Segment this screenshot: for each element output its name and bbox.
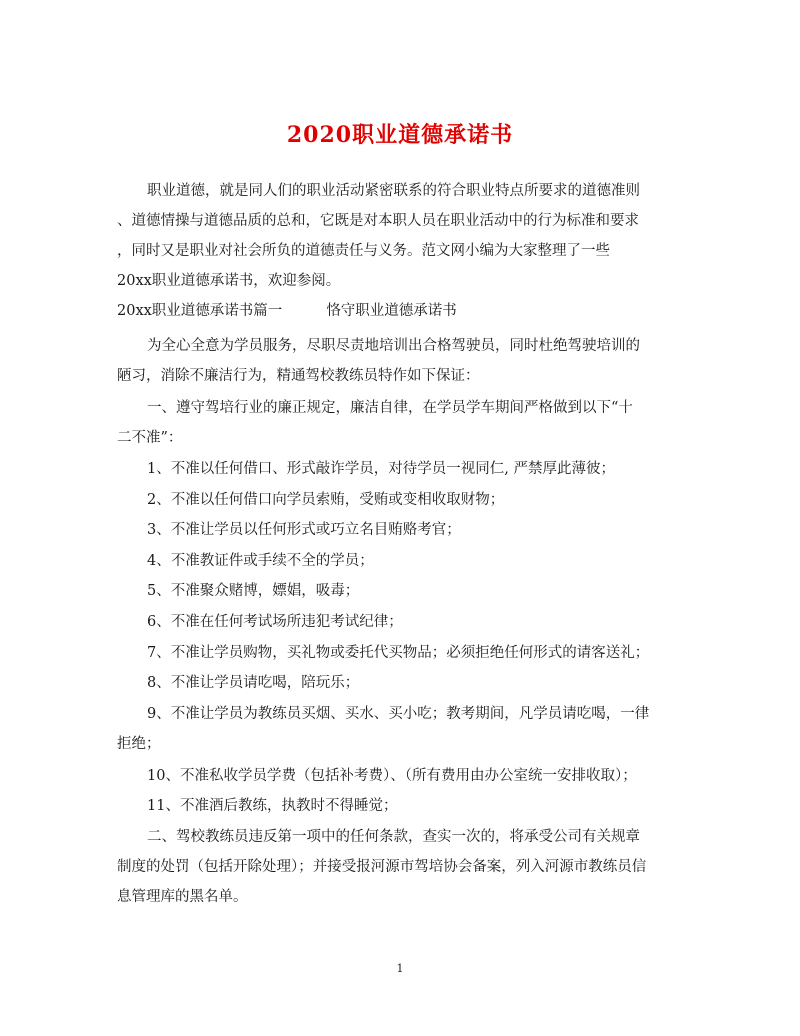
rule-two-paragraph [117,822,692,912]
list-item: 6、不准在任何考试场所违犯考试纪律； [147,613,403,630]
document-title: 2020职业道德承诺书 [286,122,514,148]
rule-one-line: 二不准”： [117,430,183,446]
list-item: 4、不准教证件或手续不全的学员； [147,552,374,569]
list-item-9 [117,699,692,759]
intro-line: 、道德情操与道德品质的总和，它既是对本职人员在职业活动中的行为标准和要求 [117,213,639,229]
list-item-line: 11、不准酒后教练，执教时不得睡觉； [147,798,398,814]
intro-line: 20xx职业道德承诺书，欢迎参阅。 [117,273,341,289]
list-item-line: 9、不准让学员为教练员买烟、买水、买小吃；教考期间，凡学员请吃喝，一律 [147,706,650,722]
rule-two-line: 制度的处罚（包括开除处理）；并接受报河源市驾培协会备案，列入河源市教练员信 [117,859,647,875]
rules-list [117,454,692,699]
preamble-line: 为全心全意为学员服务，尽职尽责地培训出合格驾驶员，同时杜绝驾驶培训的 [147,338,640,354]
list-item-line: 10、不准私收学员学费（包括补考费）、（所有费用由办公室统一安排收取）； [147,768,637,784]
preamble-line: 陋习，消除不廉洁行为，精通驾校教练员特作如下保证： [117,368,480,384]
rule-two-line: 息管理库的黑名单。 [117,889,248,905]
list-item: 5、不准聚众赌博，嫖娼，吸毒； [147,583,360,600]
intro-line: ，同时又是职业对社会所负的道德责任与义务。范文网小编为大家整理了一些 [117,243,610,259]
list-item: 7、不准让学员购物，买礼物或委托代买物品；必须拒绝任何形式的请客送礼； [147,644,650,661]
list-item: 1、不准以任何借口、形式敲诈学员，对待学员一视同仁, 严禁厚此薄彼； [147,461,615,477]
rule-one-line: 一、遵守驾培行业的廉正规定，廉洁自律，在学员学车期间严格做到以下“十 [147,400,633,416]
rule-one-paragraph [117,393,692,453]
section-heading-left: 20xx职业道德承诺书篇一 [117,303,283,319]
list-item: 8、不准让学员请吃喝，陪玩乐； [147,675,360,692]
list-item: 2、不准以任何借口向学员索贿，受贿或变相收取财物； [147,491,505,508]
list-item-11 [117,791,692,821]
intro-paragraph [117,176,692,296]
preamble-paragraph [117,331,692,391]
rule-two-line: 二、驾校教练员违反第一项中的任何条款，查实一次的，将承受公司有关规章 [147,829,640,845]
list-item-10 [117,761,692,791]
section-heading-right: 恪守职业道德承诺书 [326,303,457,319]
intro-line: 职业道德，就是同人们的职业活动紧密联系的符合职业特点所要求的道德准则 [147,183,640,199]
page-number: 1 [396,962,404,975]
list-item: 3、不准让学员以任何形式或巧立名目贿赂考官； [147,522,461,539]
list-item-line: 拒绝； [117,736,161,752]
section-heading [117,296,692,326]
